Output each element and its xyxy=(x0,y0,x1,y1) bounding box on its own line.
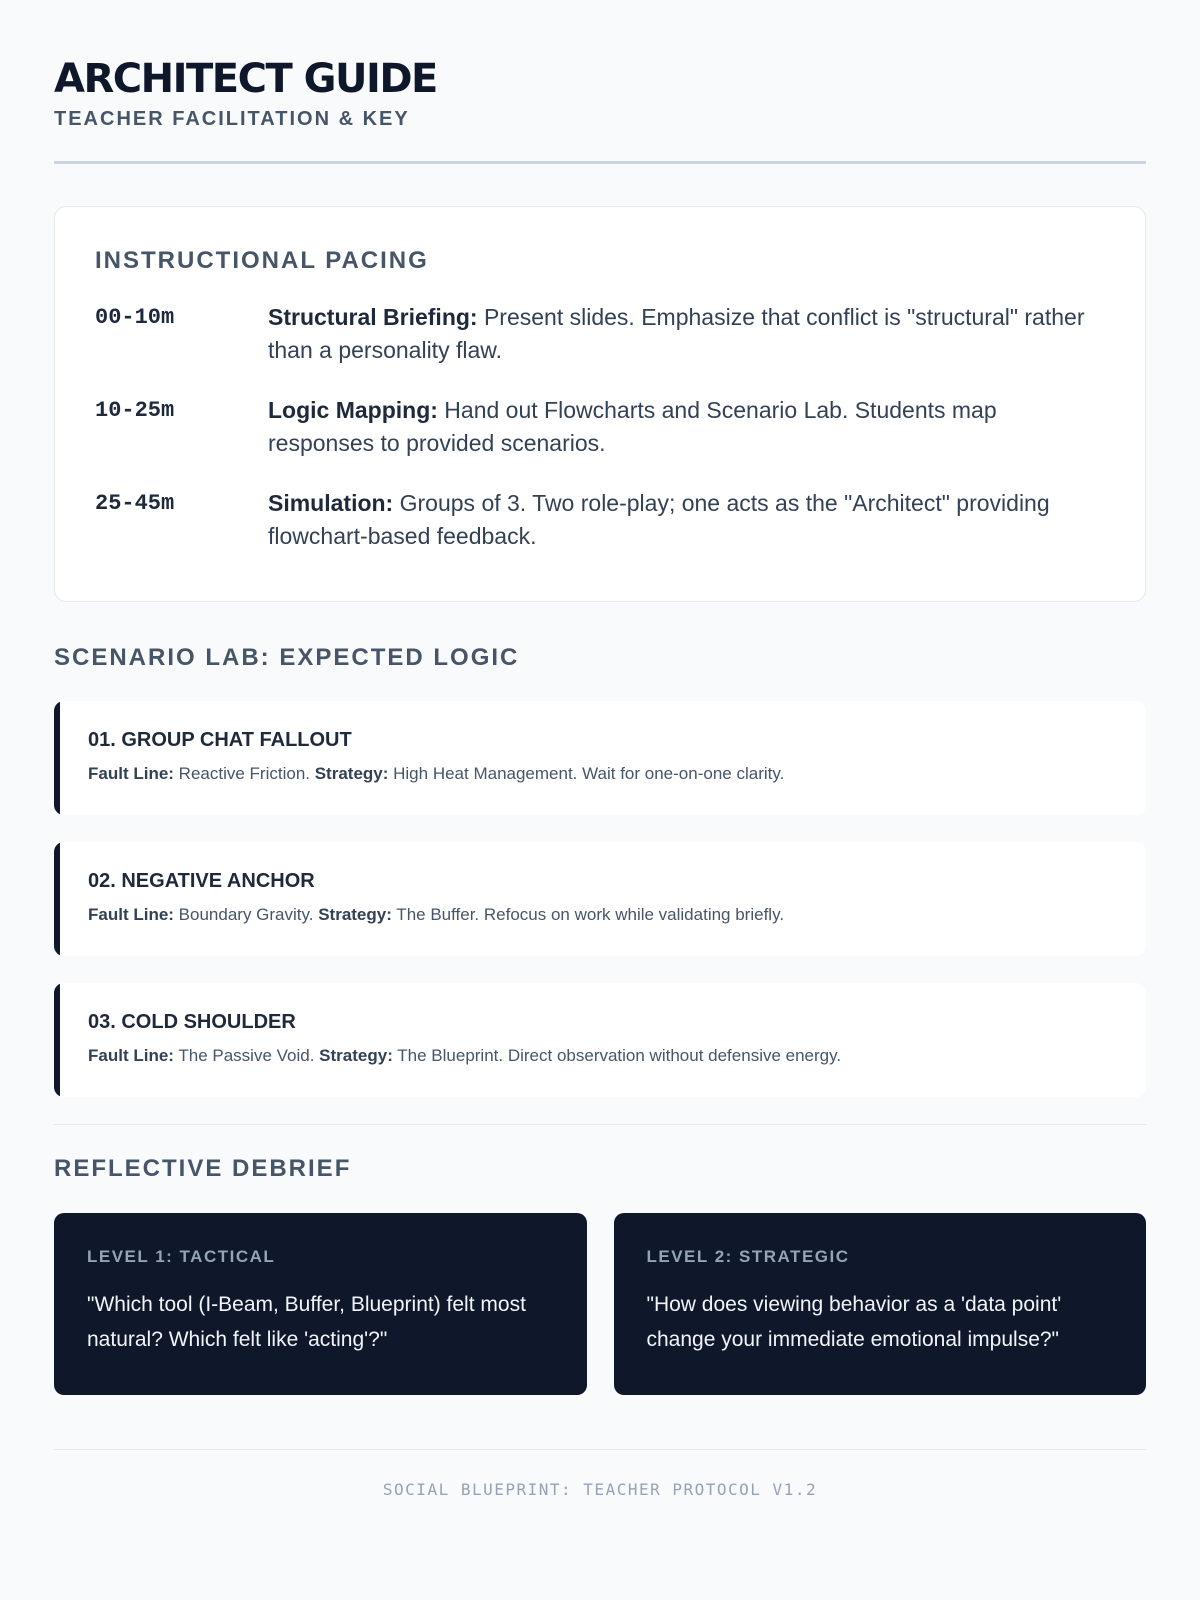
debrief-grid xyxy=(54,1213,1146,1395)
strategy-label: Strategy: xyxy=(319,1046,393,1065)
fault-line-label: Fault Line: xyxy=(88,764,174,783)
pacing-description xyxy=(268,487,1105,553)
fault-line-text: Boundary Gravity. xyxy=(173,905,319,924)
page-subtitle: TEACHER FACILITATION & KEY xyxy=(54,108,410,130)
pacing-description xyxy=(268,301,1105,367)
debrief-question: "Which tool (I-Beam, Buffer, Blueprint) felt most natural? Which felt like 'acting'?" xyxy=(87,1293,526,1351)
fault-line-label: Fault Line: xyxy=(88,1046,174,1065)
debrief-card-strategic xyxy=(614,1213,1147,1395)
header-divider xyxy=(54,161,1146,164)
debrief-level: LEVEL 1: TACTICAL xyxy=(87,1247,276,1266)
debrief-level: LEVEL 2: STRATEGIC xyxy=(646,1247,850,1266)
pacing-title: INSTRUCTIONAL PACING xyxy=(95,247,429,274)
footer-divider xyxy=(54,1449,1146,1450)
debrief-card-tactical xyxy=(54,1213,587,1395)
pacing-time: 10-25m xyxy=(95,398,175,423)
scenario-description xyxy=(88,764,1114,784)
fault-line-text: Reactive Friction. xyxy=(173,764,315,783)
header xyxy=(54,0,1146,164)
scenario-card xyxy=(54,842,1146,956)
scenario-card xyxy=(54,983,1146,1097)
pacing-label: Structural Briefing: xyxy=(268,304,478,330)
debrief-question: "How does viewing behavior as a 'data point' change your immediate emotional impulse?" xyxy=(646,1293,1062,1351)
scenario-name: 01. GROUP CHAT FALLOUT xyxy=(88,729,352,751)
pacing-time: 00-10m xyxy=(95,305,175,330)
strategy-text: High Heat Management. Wait for one-on-one clarity. xyxy=(388,764,785,783)
scenario-name: 02. NEGATIVE ANCHOR xyxy=(88,870,315,892)
debrief-section-title: REFLECTIVE DEBRIEF xyxy=(54,1155,352,1182)
pacing-label: Simulation: xyxy=(268,490,394,516)
strategy-text: The Buffer. Refocus on work while validating briefly. xyxy=(391,905,785,924)
strategy-label: Strategy: xyxy=(318,905,392,924)
pacing-row xyxy=(95,394,1105,460)
strategy-text: The Blueprint. Direct observation without defensive energy. xyxy=(392,1046,842,1065)
page-title: ARCHITECT GUIDE xyxy=(54,56,437,102)
scenario-card xyxy=(54,701,1146,815)
scenario-description xyxy=(88,1046,1114,1066)
strategy-label: Strategy: xyxy=(314,764,389,783)
pacing-text: Groups of 3. Two role-play; one acts as the "Architect" providing flowchart-based feedback. xyxy=(268,490,1050,549)
fault-line-text: The Passive Void. xyxy=(173,1046,320,1065)
fault-line-label: Fault Line: xyxy=(88,905,174,924)
scenario-description xyxy=(88,905,1114,925)
pacing-description xyxy=(268,394,1105,460)
pacing-list xyxy=(95,301,1105,553)
pacing-text: Hand out Flowcharts and Scenario Lab. Students map responses to provided scenarios. xyxy=(268,397,997,456)
pacing-time: 25-45m xyxy=(95,491,175,516)
pacing-text: Present slides. Emphasize that conflict is "structural" rather than a personality flaw. xyxy=(268,304,1085,363)
pacing-label: Logic Mapping: xyxy=(268,397,438,423)
pacing-row xyxy=(95,487,1105,553)
scenario-name: 03. COLD SHOULDER xyxy=(88,1011,296,1033)
pacing-card xyxy=(54,206,1146,602)
scenario-section-title: SCENARIO LAB: EXPECTED LOGIC xyxy=(54,644,520,671)
debrief-divider xyxy=(54,1124,1146,1125)
pacing-row xyxy=(95,301,1105,367)
scenario-list xyxy=(54,701,1146,1097)
footer-text: SOCIAL BLUEPRINT: TEACHER PROTOCOL V1.2 xyxy=(382,1480,818,1499)
